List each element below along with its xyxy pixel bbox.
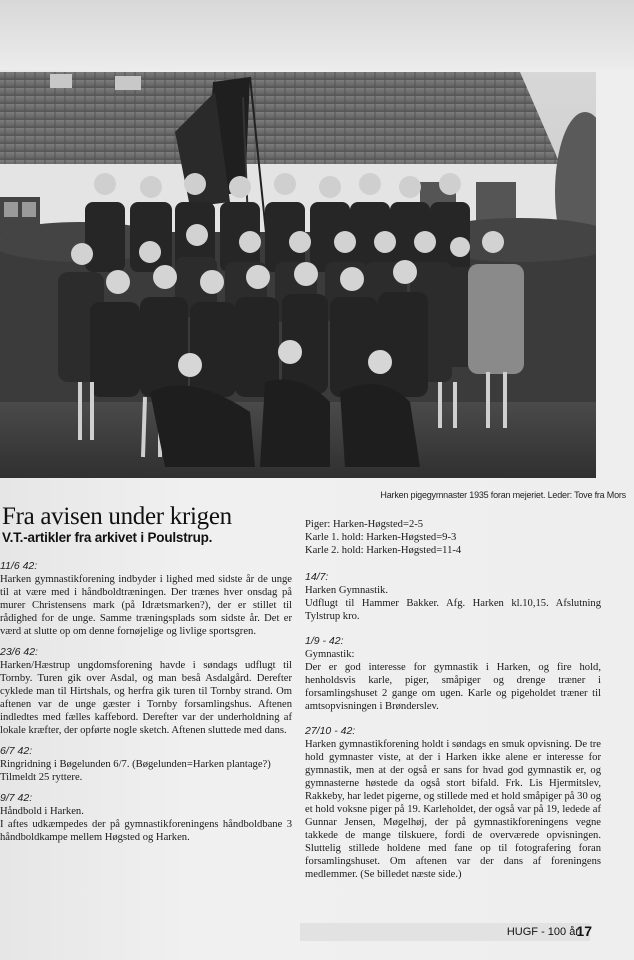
group-photo xyxy=(0,72,596,478)
page-footer xyxy=(0,920,634,960)
page-number: 17 xyxy=(576,923,592,939)
entry-date: 6/7 42: xyxy=(0,745,33,757)
entry-text: Ringridning i Bøgelunden 6/7. (Bøgelunden=Harken plantage?) Tilmeldt 25 ryttere. xyxy=(0,759,271,783)
entry-text: Harken/Hæstrup ungdomsforening havde i søndags udflugt til Tornby. Turen gik over Asdal, og man beså Asdalgård. Derefter cyklede man til Hirtshals, og herfra gik turen til Tornby strand. Om aftenen var de unge gæster i Tornby forsamlingshus. Aftenen indledtes med fælles kaffebord. Derefter var der underholdning af lokale kræfter, der opførte nogle sketch. Aftenen sluttede med dans. xyxy=(0,660,292,736)
entry-date: 9/7 42: xyxy=(0,792,33,804)
entry-date: 27/10 - 42: xyxy=(305,725,356,737)
entry-date: 23/6 42: xyxy=(0,646,38,658)
entry-text: Harken gymnastikforening indbyder i lighed med sidste år de unge til at være med i håndboldtræningen. Der trænes hver onsdag på murer Christensens mark (på Idrætsmarken?), der er stillet til rådighed for de unge. Samme træningsplads som sidste år. Det er værd at slutte op om denne fornøjelige og livlige sportsgren. xyxy=(0,574,292,637)
group-photo-icon xyxy=(0,72,596,478)
article-title: Fra avisen under krigen xyxy=(2,502,232,530)
right-column xyxy=(305,518,601,881)
entry-text: Harken Gymnastik. Udflugt til Hammer Bakker. Afg. Harken kl.10,15. Afslutning Tylstrup kro. xyxy=(305,585,601,622)
entry-text: Harken gymnastikforening holdt i søndags en smuk opvisning. De tre hold gymnaster viste, at der i Harken ikke alene er interesse for gymnastik, men at der også er sans for hvad god gymnastik er, og gymnasterne høstede da også stort bifald. Frk. Lis Hjermitslev, Rakkeby, har ledet pigerne, og stillede med et hold småpiger på 30 og et hold voksne piger på 19. Karleholdet, der også var på 19, ledede af Gunnar Jensen, Møgelhøj, der på gymnastikforeningens vegne takkede de mange tilskuere, fordi de overværede opvisningen. Sluttelig stillede holdene med fane op til fotografering foran forsamlingshuset. Om aftenen var der dans af foreningens medlemmer. (Se billedet næste side.) xyxy=(305,739,601,880)
entry-date: 1/9 - 42: xyxy=(305,635,344,647)
publication-name: HUGF - 100 år xyxy=(506,926,579,938)
match-results: Piger: Harken-Høgsted=2-5 Karle 1. hold: Harken-Høgsted=9-3 Karle 2. hold: Harken-Høgsted=11-4 xyxy=(305,519,462,556)
entry-date: 11/6 42: xyxy=(0,560,38,572)
article-subtitle: V.T.-artikler fra arkivet i Poulstrup. xyxy=(2,530,213,545)
entry-date: 14/7: xyxy=(305,571,329,583)
photo-caption: Harken pigegymnaster 1935 foran mejeriet. Leder: Tove fra Mors xyxy=(380,490,626,500)
entry-text: Gymnastik: Der er god interesse for gymnastik i Harken, og fire hold, henholdsvis karle, piger, småpiger og drenge træner i forsamlingshuset 2 gange om ugen. Karle og pigeholdet træner til amtsopvisningen i Brønderslev. xyxy=(305,649,601,712)
top-margin xyxy=(0,0,634,70)
entry-text: Håndbold i Harken. I aftes udkæmpedes der på gymnastikforeningens håndboldbane 3 håndboldkampe mellem Høgsted og Harken. xyxy=(0,806,292,843)
left-column xyxy=(0,560,292,844)
